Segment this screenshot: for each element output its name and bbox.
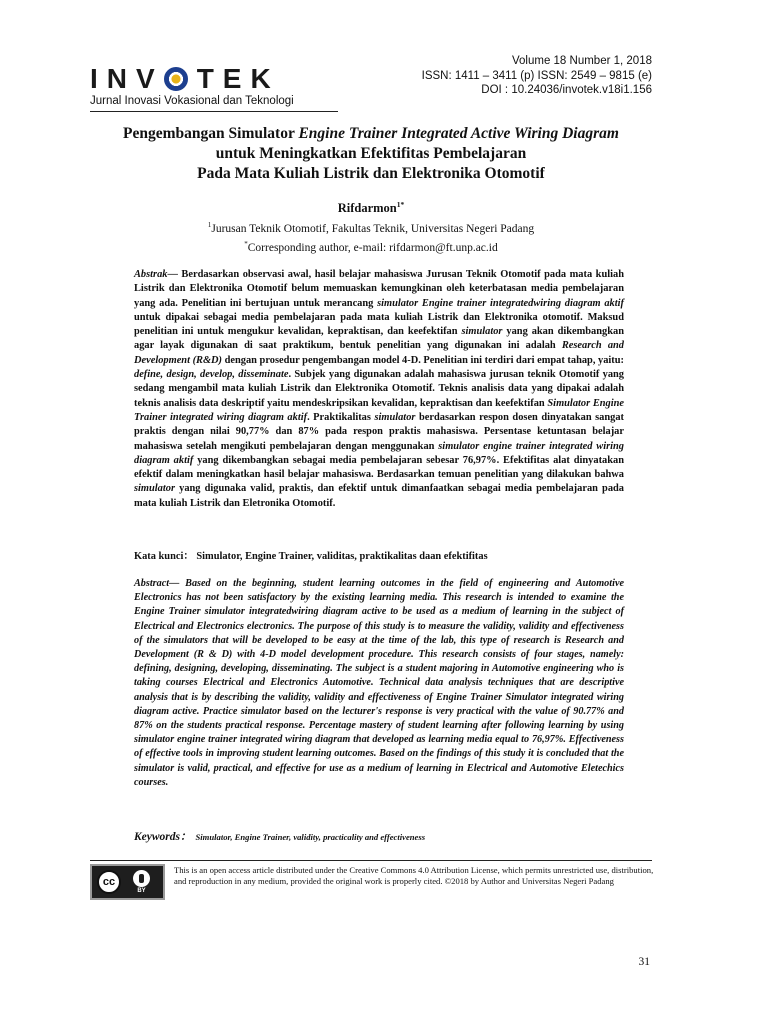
keywords: Keywords： Simulator, Engine Trainer, validity, practicality and effectiveness <box>134 831 426 843</box>
cc-by-license-badge[interactable] <box>90 864 165 900</box>
issn-info: ISSN: 1411 – 3411 (p) ISSN: 2549 – 9815 (e) <box>421 69 652 82</box>
author-name-text: Rifdarmon <box>337 201 397 216</box>
title-line1-prefix: Pengembangan Simulator <box>123 125 299 142</box>
title-line2: untuk Meningkatkan Efektifitas Pembelajaran <box>215 145 527 162</box>
article-meta <box>422 54 652 98</box>
affiliation-sup: 1 <box>207 221 212 229</box>
abstract-english <box>134 577 624 790</box>
kata-kunci: Kata kunci： Simulator, Engine Trainer, validitas, praktikalitas daan efektifitas <box>134 551 488 562</box>
abstrak-paragraph: Abstrak— Berdasarkan observasi awal, hasil belajar mahasiswa Jurusan Teknik Otomotif pada mata kuliah Listrik dan Elektronika Otomotif belum memuaskan kemungkinan oleh keterbatasan media pembelajaran yang ada. Penelitian ini bertujuan untuk merancang simulator Engine trainer integratedwiring diagram aktif untuk dipakai sebagai media pembelajaran pada mata kuliah Listrik dan Elektronika otomotif. Maksud penelitian ini untuk mengukur kevalidan, kepraktisan, dan keefektifan simulator yang akan dikembangkan agar layak digunakan di saat praktikum, bentuk penelitian yang digunakan ini adalah Research and Development (R&D) dengan prosedur pengembangan model 4-D. Penelitian ini terdiri dari empat tahap, yaitu: define, design, develop, disseminate. Subjek yang digunakan adalah mahasiswa jurusan teknik Otomotif yang sedang mengambil mata kuliah Listrik dan Elektronika Otomotif. Teknis analisis data yang dipakai adalah teknis analisis data deskriptif yaitu mendeskripsikan kevalidan, kepraktisan dan keefektifan Simulator Engine Trainer integrated wiring diagram aktif. Praktikalitas simulator berdasarkan respon dosen dinyatakan sangat praktis dengan nilai 90,77% dan 87% pada respon praktis mahasiswa. Persentase ketuntasan belajar mahasiswa setelah mengikuti pembelajaran dengan menggunakan simulator engine trainer integrated wiring diagram aktif yang dikembangkan sebagai media pembelajaran sebesar 76,97%. Efektifitas alat dinyatakan efektif dalam meningkatkan hasil belajar mahasiswa. Berdasarkan temuan penelitian yang dilakukan bahwa simulator yang digunaka valid, praktis, dan efektif untuk dimanfaatkan sebagai media pembelajaran pada mata kuliah Listrik dan Eletronika Otomotif. <box>134 269 625 509</box>
attribution-person-icon <box>133 870 150 887</box>
corresponding-sup: * <box>244 240 248 249</box>
abstrak-label: Abstrak <box>134 269 168 280</box>
author-sup: 1* <box>396 200 405 209</box>
kata-kunci-label: Kata kunci <box>134 551 184 562</box>
footer-divider <box>90 860 652 861</box>
author-name <box>90 200 652 216</box>
logo-emblem-icon <box>164 67 188 91</box>
by-label: BY <box>137 888 146 894</box>
title-line3: Pada Mata Kuliah Listrik dan Elektronika Otomotif <box>197 165 545 182</box>
creative-commons-icon: cc <box>97 870 121 894</box>
keywords-label: Keywords <box>134 831 180 843</box>
abstract-text: — Based on the beginning, student learning outcomes in the field of engineering and Automotive Electronics has not been satisfactory by the existing learning media. This research is intended to examine the Engine Trainer simulator integratedwiring diagram active to be used as a medium of learning in the subject of Electrical and Electronics electronics. The purpose of this study is to measure the validity, validity and effectiveness of the simulators that will be developed to be easy at the time of the lab, this type of research is Research and Development (R & D) with 4-D model development procedure. This research consists of four stages, namely: defining, designing, developing, disseminating. The subject is a student majoring in Automotive engineering who is taking courses Electrical and Electronics Automotive. Technical data analysis techniques that are descriptive analysis that is by describing the validity, validity and effectiveness of Engine Trainer Simulator integrated wiring diagram active. Practice simulator based on the lecturer's response is very practical with the value of 90.77% and 87% on the students practical response. Percentage mastery of student learning after following learning by using simulator engine trainer integrated wiring diagram that developed as learning media equal to 76,97%. Effectiveness of effective tools in improving student learning outcomes. Based on the findings of this study it is concluded that the simulator is valid, practical, and effective for use as a medium of learning in Electrical and Automotive Eletechics courses. <box>134 578 624 788</box>
journal-subtitle: Jurnal Inovasi Vokasional dan Teknologi <box>90 95 294 107</box>
logo-text-right: TEK <box>196 63 280 94</box>
attribution-icon-group <box>133 870 150 894</box>
license-text: This is an open access article distributed under the Creative Commons 4.0 Attribution License, which permits unrestricted use, distribution, and reproduction in any medium, provided the original work is properly cited. ©2018 by Author and Universitas Negeri Padang <box>174 865 654 886</box>
abstract-label: Abstract <box>134 578 170 589</box>
keywords-text: Simulator, Engine Trainer, validity, practicality and effectiveness <box>195 832 426 842</box>
header-divider <box>90 111 338 112</box>
article-title <box>90 124 652 184</box>
page-number: 31 <box>638 956 650 968</box>
volume-info: Volume 18 Number 1, 2018 <box>511 55 652 67</box>
doi-link[interactable]: DOI : 10.24036/invotek.v18i1.156 <box>481 84 652 96</box>
corresponding-email[interactable]: Corresponding author, e-mail: rifdarmon@ft.unp.ac.id <box>247 242 498 255</box>
kata-kunci-text: Simulator, Engine Trainer, validitas, praktikalitas daan efektifitas <box>196 551 488 562</box>
title-line1-italic: Engine Trainer Integrated Active Wiring Diagram <box>298 125 619 142</box>
journal-logo <box>90 64 280 94</box>
logo-text-left: INV <box>90 63 164 94</box>
affiliation-text: Jurusan Teknik Otomotif, Fakultas Teknik, Universitas Negeri Padang <box>211 222 535 235</box>
author-affiliation <box>90 218 652 257</box>
